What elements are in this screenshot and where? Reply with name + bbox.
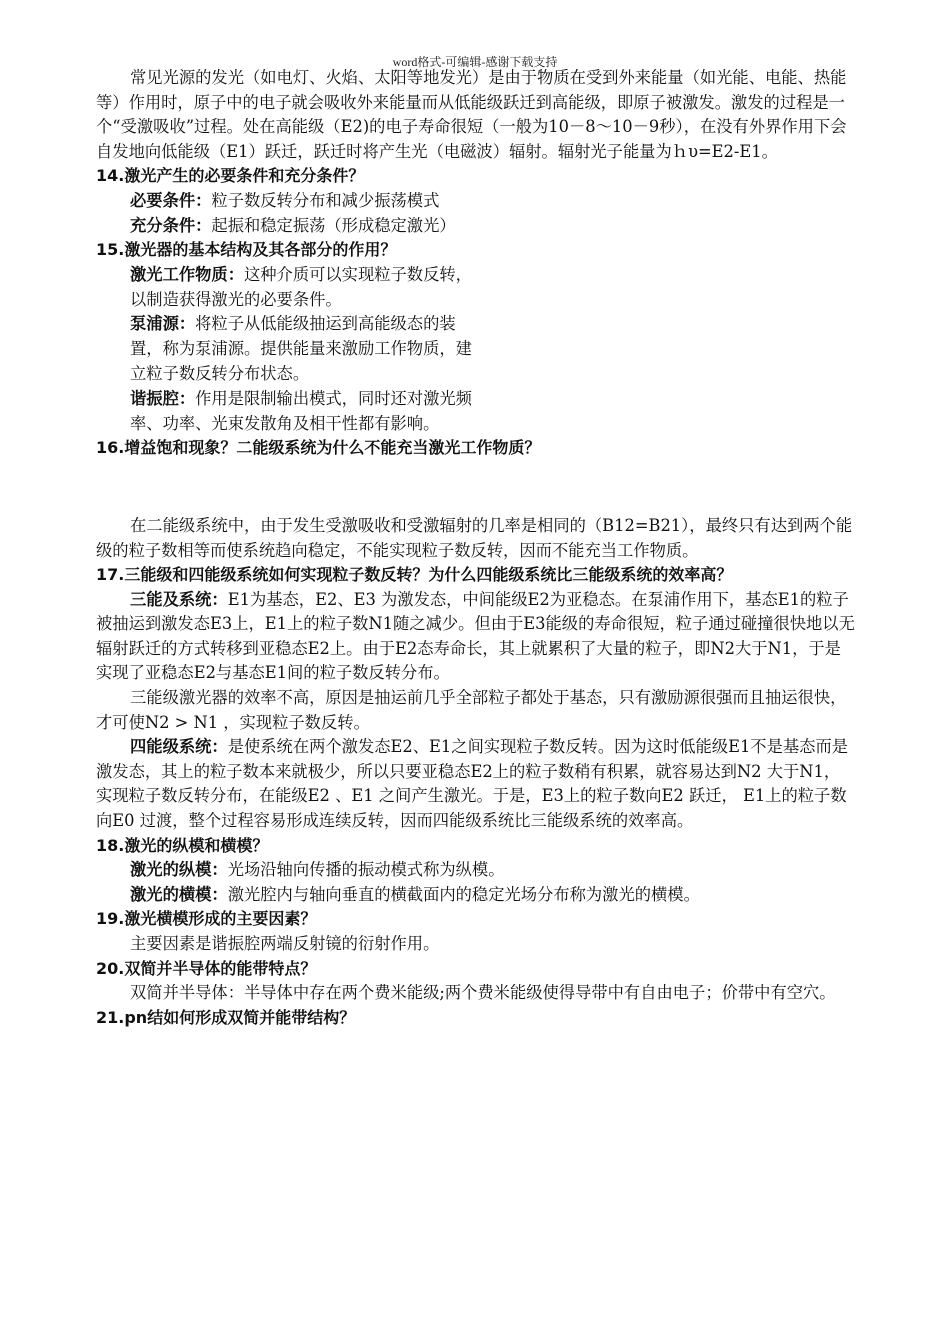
question-19-heading: 19.激光横模形成的主要因素？ <box>96 909 317 929</box>
page-header: word格式-可编辑-感谢下载支持 <box>392 55 558 69</box>
q19-answer: 主要因素是谐振腔两端反射镜的衍射作用。 <box>130 934 440 954</box>
q15-cavity-label: 谐振腔： <box>130 388 196 408</box>
q18-longitudinal-label: 激光的纵模： <box>130 860 228 880</box>
q18-longitudinal-text: 光场沿轴向传播的振动模式称为纵模。 <box>227 860 505 880</box>
q14-necessary <box>96 189 856 214</box>
q14-necessary-text: 粒子数反转分布和减少振荡模式 <box>211 190 440 210</box>
q15-pump <box>130 312 472 386</box>
q17-three-level <box>96 588 856 686</box>
question-20-heading: 20.双简并半导体的能带特点？ <box>96 958 317 978</box>
q15-pump-text: 将粒子从低能级抽运到高能级态的装置，称为泵浦源。提供能量来激励工作物质，建立粒子数反转分布状态。 <box>130 314 472 383</box>
q20-answer: 双简并半导体：半导体中存在两个费米能级;两个费米能级使得导带中有自由电子；价带中有空穴。 <box>130 983 836 1003</box>
q16-answer: 在二能级系统中，由于发生受激吸收和受激辐射的几率是相同的（B12=B21），最终只有达到两个能级的粒子数相等而使系统趋向稳定，不能实现粒子数反转，因而不能充当工作物质。 <box>96 515 853 560</box>
question-16-heading: 16.增益饱和现象？二能级系统为什么不能充当激光工作物质？ <box>96 438 541 458</box>
q17-four-level-label: 四能级系统： <box>130 737 228 757</box>
question-17-heading: 17.三能级和四能级系统如何实现粒子数反转？为什么四能级系统比三能级系统的效率高？ <box>96 565 733 585</box>
q17-four-level <box>96 735 856 833</box>
q18-transverse <box>96 883 856 908</box>
question-14-heading: 14.激光产生的必要条件和充分条件？ <box>96 166 365 186</box>
q18-transverse-label: 激光的横模： <box>130 884 228 904</box>
document-body <box>96 66 856 1030</box>
q14-sufficient-text: 起振和稳定振荡（形成稳定激光） <box>211 215 456 235</box>
q17-three-level-label: 三能及系统： <box>130 589 228 609</box>
blank-space <box>96 461 856 514</box>
q15-answer-block <box>130 263 472 437</box>
q15-medium-text: 这种介质可以实现粒子数反转，以制造获得激光的必要条件。 <box>130 264 472 309</box>
q15-pump-label: 泵浦源： <box>130 314 196 334</box>
q14-sufficient <box>96 214 856 239</box>
question-18-heading: 18.激光的纵模和横模？ <box>96 835 269 855</box>
q15-cavity-text: 作用是限制输出模式，同时还对激光频率、功率、光束发散角及相干性都有影响。 <box>130 388 472 433</box>
q17-four-level-text: 是使系统在两个激发态E2、E1之间实现粒子数反转。因为这时低能级E1不是基态而是激发态，其上的粒子数本来就极少，所以只要亚稳态E2上的粒子数稍有积累，就容易达到N2 大于N1，实现粒子数反转分布，在能级E2 、E1 之间产生激光。于是，E3上的粒子数向E2 跃迁， E1上的粒子数向E0 过渡，整个过程容易形成连续反转，因而四能级系统比三能级系统的效率高。 <box>96 737 849 831</box>
q17-three-level-text: E1为基态，E2、E3 为激发态，中间能级E2为亚稳态。在泵浦作用下，基态E1的粒子被抽运到激发态E3上，E1上的粒子数N1随之减少。但由于E3能级的寿命很短，粒子通过碰撞很快地以无辐射跃迁的方式转移到亚稳态E2上。由于E2态寿命长，其上就累积了大量的粒子，即N2大于N1，于是实现了亚稳态E2与基态E1间的粒子数反转分布。 <box>96 589 855 683</box>
q15-medium <box>130 263 472 313</box>
q15-medium-label: 激光工作物质： <box>130 264 244 284</box>
q15-cavity <box>130 387 472 437</box>
q18-transverse-text: 激光腔内与轴向垂直的横截面内的稳定光场分布称为激光的横模。 <box>227 884 700 904</box>
intro-paragraph: 常见光源的发光（如电灯、火焰、太阳等地发光）是由于物质在受到外来能量（如光能、电能、热能等）作用时，原子中的电子就会吸收外来能量而从低能级跃迁到高能级，即原子被激发。激发的过程是一个“受激吸收”过程。处在高能级（E2)的电子寿命很短（一般为10－8～10－9秒），在没有外界作用下会自发地向低能级（E1）跃迁，跃迁时将产生光（电磁波）辐射。辐射光子能量为ｈυ=E2-E1。 <box>96 68 847 161</box>
q17-three-level-efficiency: 三能级激光器的效率不高，原因是抽运前几乎全部粒子都处于基态，只有激励源很强而且抽运很快，才可使N2 > N1 ，实现粒子数反转。 <box>96 688 847 732</box>
q18-longitudinal <box>96 858 856 883</box>
question-21-heading: 21.pn结如何形成双简并能带结构？ <box>96 1007 356 1027</box>
q14-necessary-label: 必要条件： <box>130 190 212 210</box>
question-15-heading: 15.激光器的基本结构及其各部分的作用？ <box>96 240 397 260</box>
q14-sufficient-label: 充分条件： <box>130 215 212 235</box>
